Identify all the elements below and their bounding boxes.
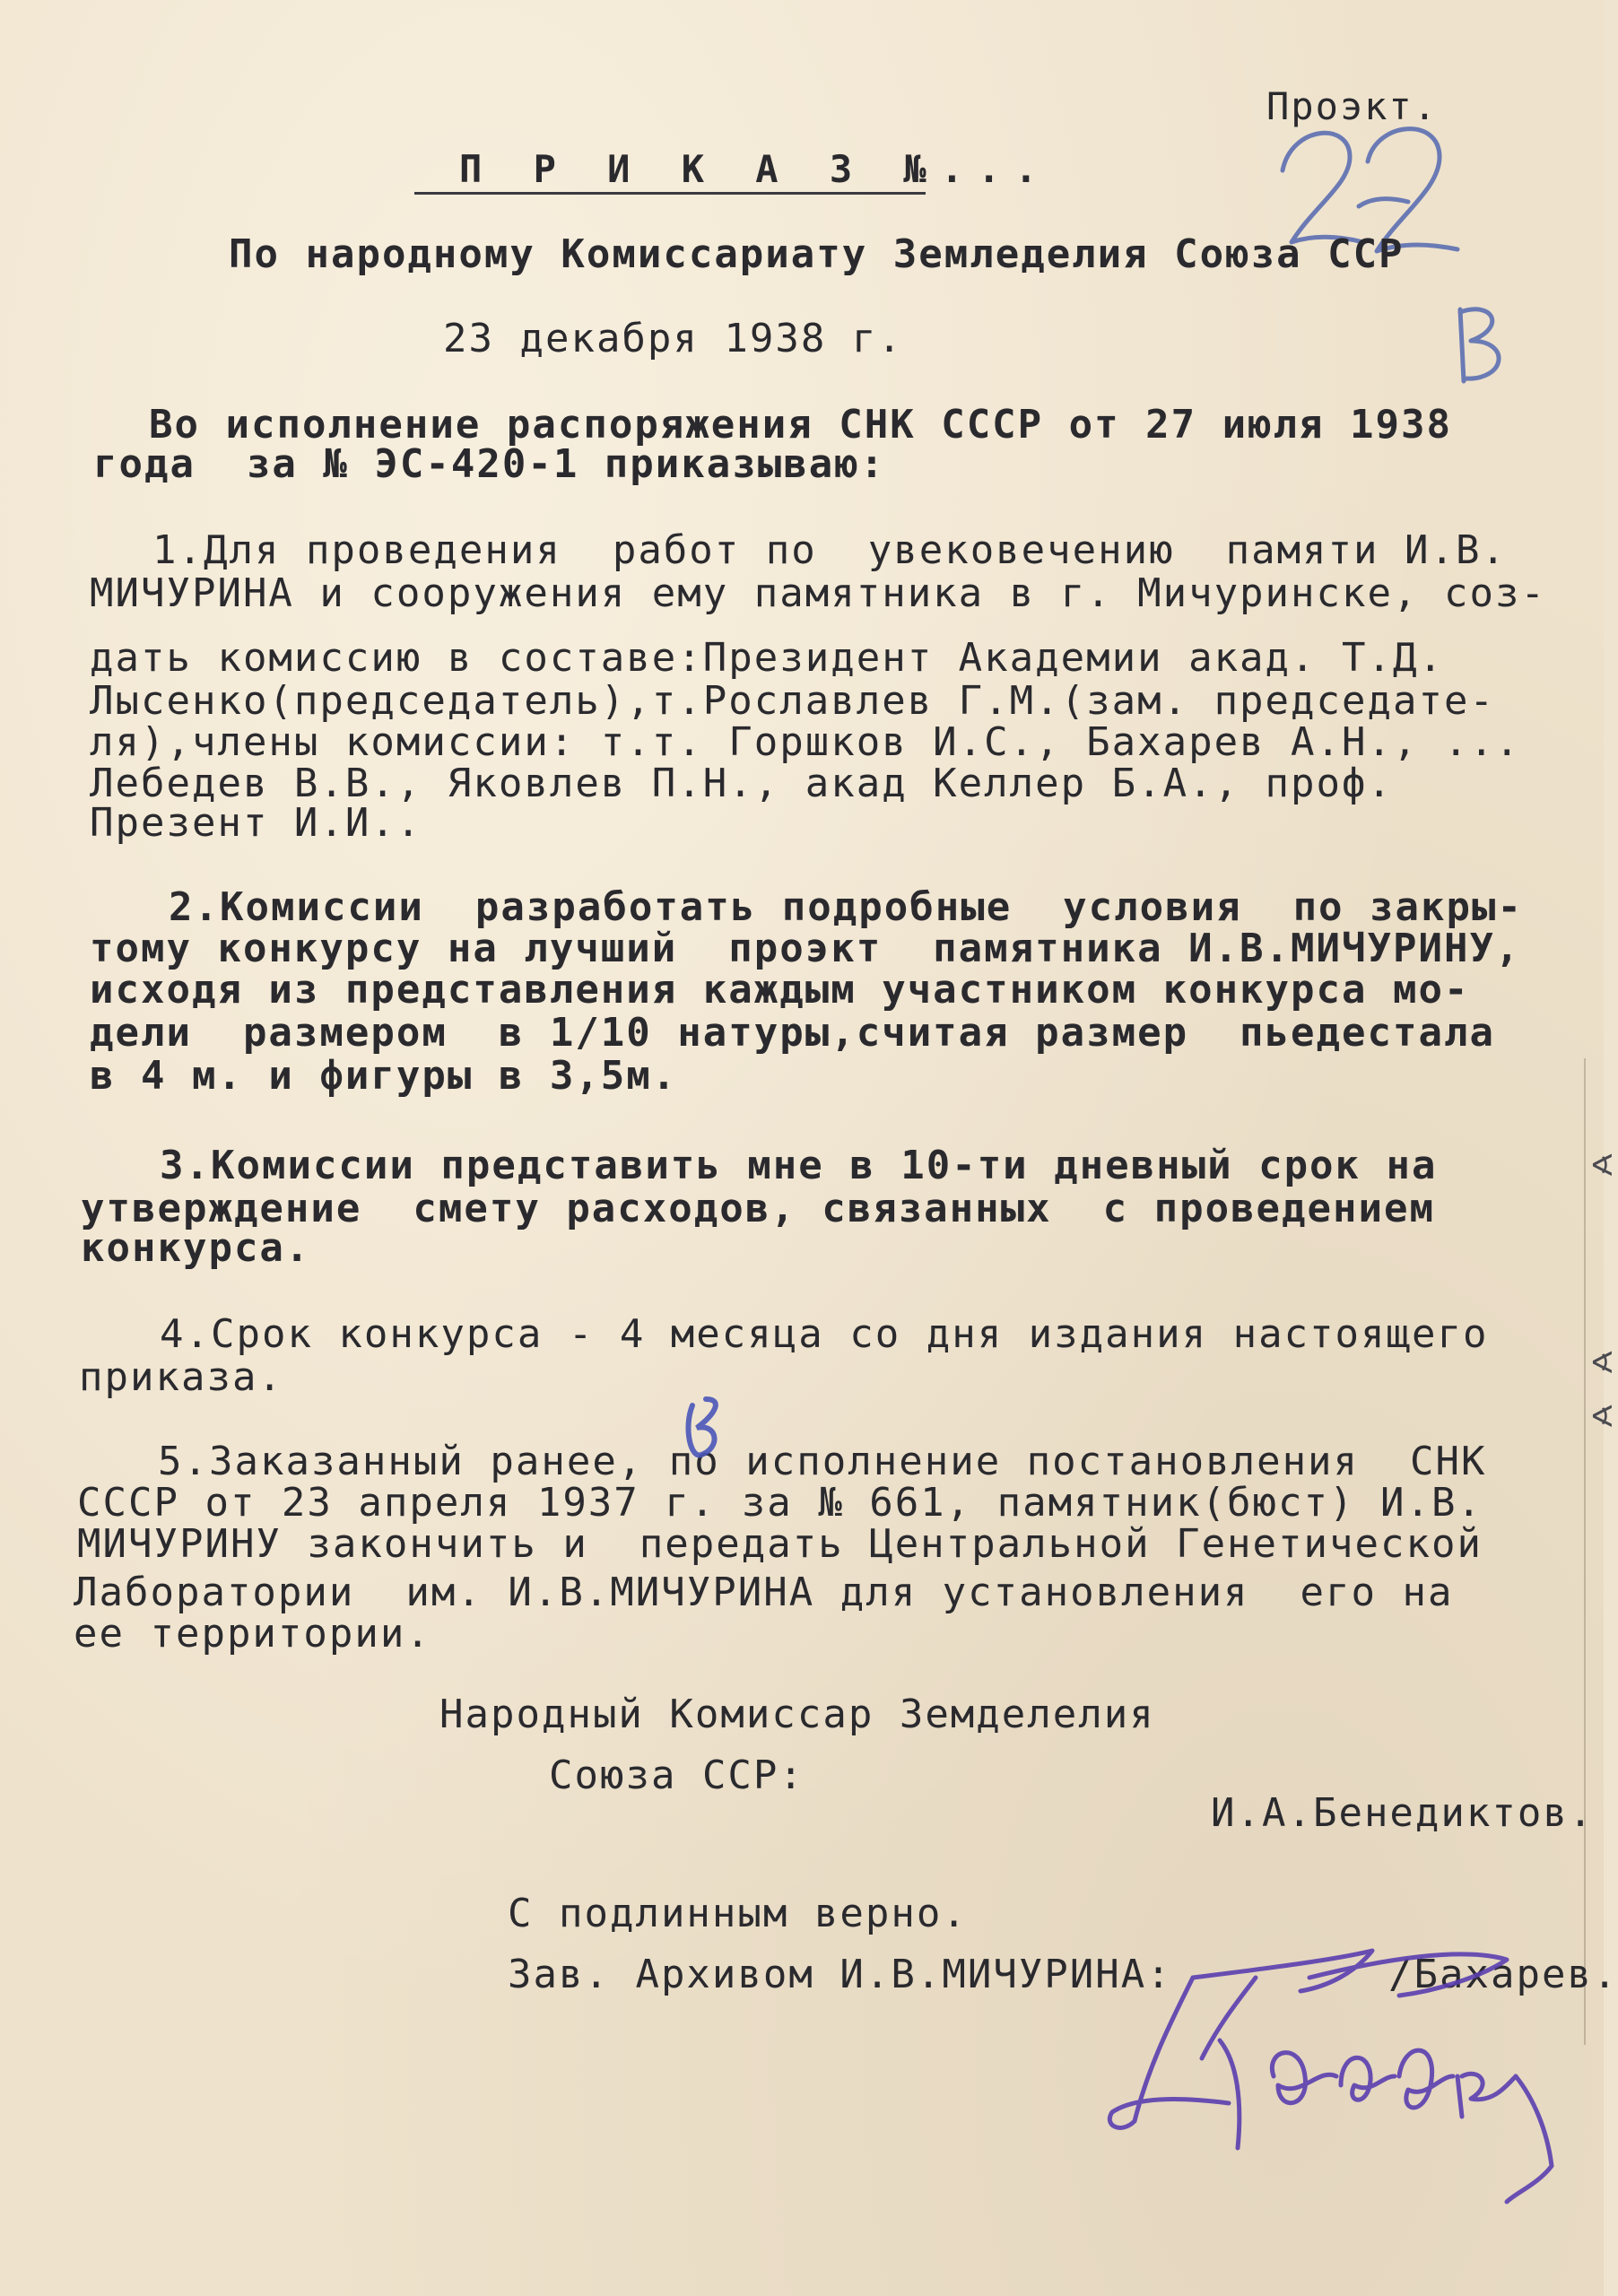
draft-stamp: Проэкт.: [1266, 84, 1439, 128]
item-5-line-3: МИЧУРИНУ закончить и передать Центральной Генетической: [77, 1521, 1483, 1567]
document-title: П Р И К А З №...: [459, 147, 1052, 191]
item-2-line-2: тому конкурсу на лучший проэкт памятника И.В.МИЧУРИНУ,: [90, 926, 1521, 971]
preamble-line-1: Во исполнение распоряжения СНК СССР от 27 июля 1938: [149, 402, 1453, 448]
document-subtitle: По народному Комиссариату Земледелия Союза ССР: [229, 231, 1405, 277]
margin-mark-3: ∢: [1589, 1399, 1615, 1435]
item-5-line-5: ее территории.: [74, 1611, 431, 1657]
handwritten-correction: [674, 1392, 737, 1473]
item-3-line-3: конкурса.: [81, 1225, 311, 1271]
item-2-line-5: в 4 м. и фигуры в 3,5м.: [90, 1053, 678, 1099]
preamble-line-2: года за № ЭС-420-1 приказываю:: [93, 441, 886, 487]
signatory-position-line-1: Народный Комиссар Земделелия: [439, 1692, 1155, 1737]
title-underline: [414, 192, 926, 195]
item-1-line-7: Презент И.И..: [90, 800, 422, 846]
item-1-line-3: дать комиссию в составе:Президент Академии акад. Т.Д.: [90, 635, 1444, 681]
item-5-line-4: Лаборатории им. И.В.МИЧУРИНА для установления его на: [74, 1570, 1454, 1615]
certification-line-2: Зав. Архивом И.В.МИЧУРИНА:: [508, 1952, 1172, 1997]
item-2-line-3: исходя из представления каждым участником конкурса мо-: [90, 967, 1470, 1013]
item-3-line-2: утверждение смету расходов, связанных с проведением: [81, 1186, 1435, 1231]
handwritten-margin-letter: [1444, 296, 1525, 395]
margin-mark-1: ∢: [1589, 1148, 1615, 1184]
signatory-name: И.А.Бенедиктов.: [1211, 1790, 1595, 1836]
item-1-line-4: Лысенко(председатель),т.Рославлев Г.М.(зам. председате-: [90, 678, 1495, 724]
item-1-line-2: МИЧУРИНА и сооружения ему памятника в г. Мичуринске, соз-: [90, 570, 1546, 616]
item-1-line-5: ля),члены комиссии: т.т. Горшков И.С., Бахарев А.Н., ...: [90, 719, 1521, 765]
item-2-line-1: 2.Комиссии разработать подробные условия по закры-: [169, 884, 1523, 930]
signatory-position-line-2: Союза ССР:: [549, 1752, 805, 1798]
margin-mark-2: ∢: [1589, 1345, 1615, 1381]
certification-name: /Бахарев.: [1388, 1952, 1618, 1997]
item-1-line-1: 1.Для проведения работ по увековечению памяти И.В.: [152, 527, 1507, 573]
page-edge-line: [1584, 1058, 1586, 2045]
handwritten-signature: [1085, 1942, 1570, 2211]
item-4-line-2: приказа.: [79, 1354, 283, 1400]
document-date: 23 декабря 1938 г.: [443, 316, 903, 361]
item-5-line-2: СССР от 23 апреля 1937 г. за № 661, памятник(бюст) И.В.: [77, 1480, 1483, 1526]
item-1-line-6: Лебедев В.В., Яковлев П.Н., акад Келлер Б.А., проф.: [90, 761, 1394, 806]
item-3-line-1: 3.Комиссии представить мне в 10-ти дневный срок на: [160, 1143, 1438, 1188]
item-4-line-1: 4.Срок конкурса - 4 месяца со дня издания настоящего: [160, 1311, 1489, 1357]
item-2-line-4: дели размером в 1/10 натуры,считая размер пьедестала: [90, 1010, 1495, 1056]
certification-line-1: С подлинным верно.: [508, 1891, 968, 1936]
item-5-line-1: 5.Заказанный ранее, по исполнение постановления СНК: [158, 1439, 1487, 1484]
